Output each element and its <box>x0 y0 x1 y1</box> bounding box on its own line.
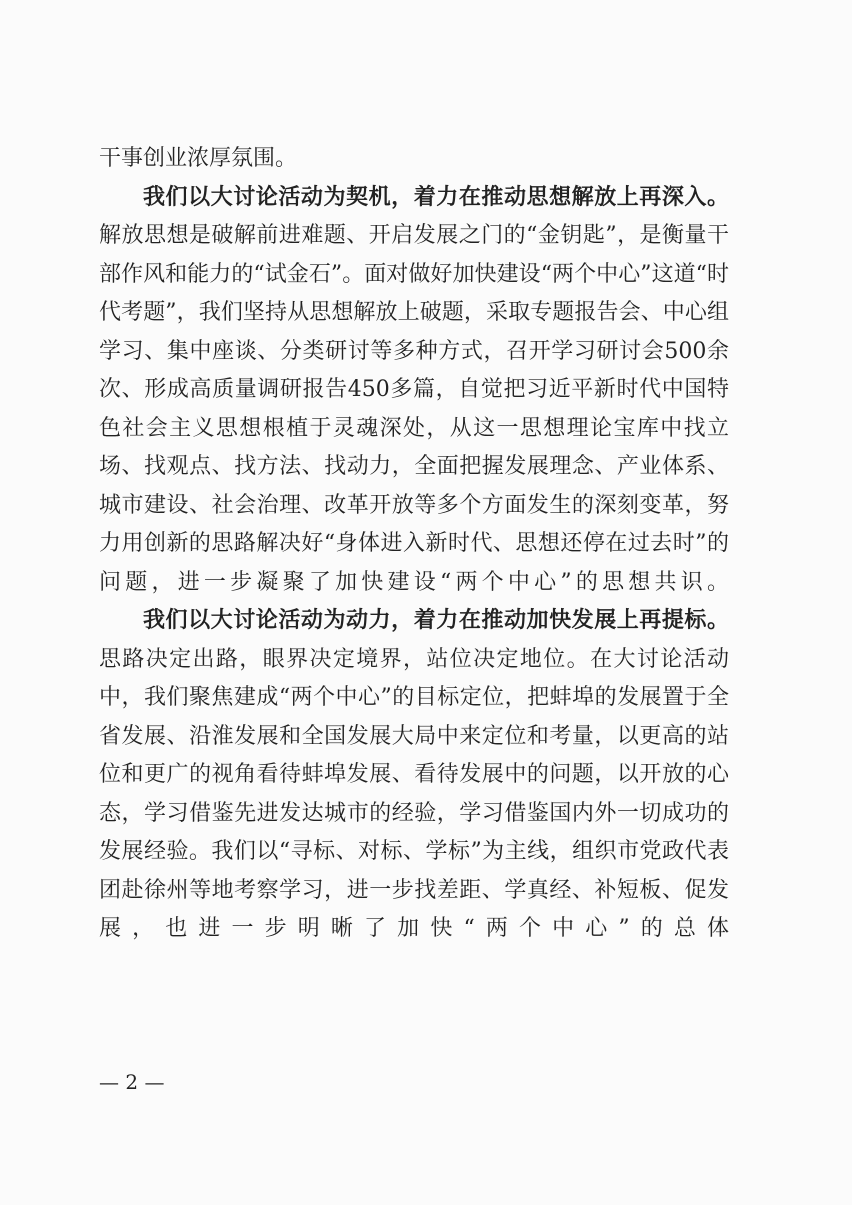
paragraph-text: 干事创业浓厚氛围。 <box>99 146 298 171</box>
paragraph-lead-bold: 我们以大讨论活动为动力，着力在推动加快发展上再提标。 <box>143 608 729 633</box>
document-body <box>99 140 729 949</box>
paragraph-text: 解放思想是破解前进难题、开启发展之门的“金钥匙”，是衡量干部作风和能力的“试金石”。面对做好加快建设“两个中心”这道“时代考题”，我们坚持从思想解放上破题，采取专题报告会、中心组学习、集中座谈、分类研讨等多种方式，召开学习研讨会500余次、形成高质量调研报告450多篇，自觉把习近平新时代中国特色社会主义思想根植于灵魂深处，从这一思想理论宝库中找立场、找观点、找方法、找动力，全面把握发展理念、产业体系、城市建设、社会治理、改革开放等多个方面发生的深刻变革，努力用创新的思路解决好“身体进入新时代、思想还停在过去时”的问题，进一步凝聚了加快建设“两个中心”的思想共识。 <box>99 223 729 595</box>
paragraph-accelerate-development <box>99 602 729 949</box>
paragraph-thought-liberation <box>99 179 729 603</box>
page-number: — 2 — <box>99 1070 165 1094</box>
paragraph-lead-bold: 我们以大讨论活动为契机，着力在推动思想解放上再深入。 <box>143 184 729 210</box>
paragraph-continuation <box>99 140 729 179</box>
paragraph-text: 思路决定出路，眼界决定境界，站位决定地位。在大讨论活动中，我们聚焦建成“两个中心”的目标定位，把蚌埠的发展置于全省发展、沿淮发展和全国发展大局中来定位和考量，以更高的站位和更广的视角看待蚌埠发展、看待发展中的问题，以开放的心态，学习借鉴先进发达城市的经验，学习借鉴国内外一切成功的发展经验。我们以“寻标、对标、学标”为主线，组织市党政代表团赴徐州等地考察学习，进一步找差距、学真经、补短板、促发展，也进一步明晰了加快“两个中心”的总体 <box>99 646 729 941</box>
